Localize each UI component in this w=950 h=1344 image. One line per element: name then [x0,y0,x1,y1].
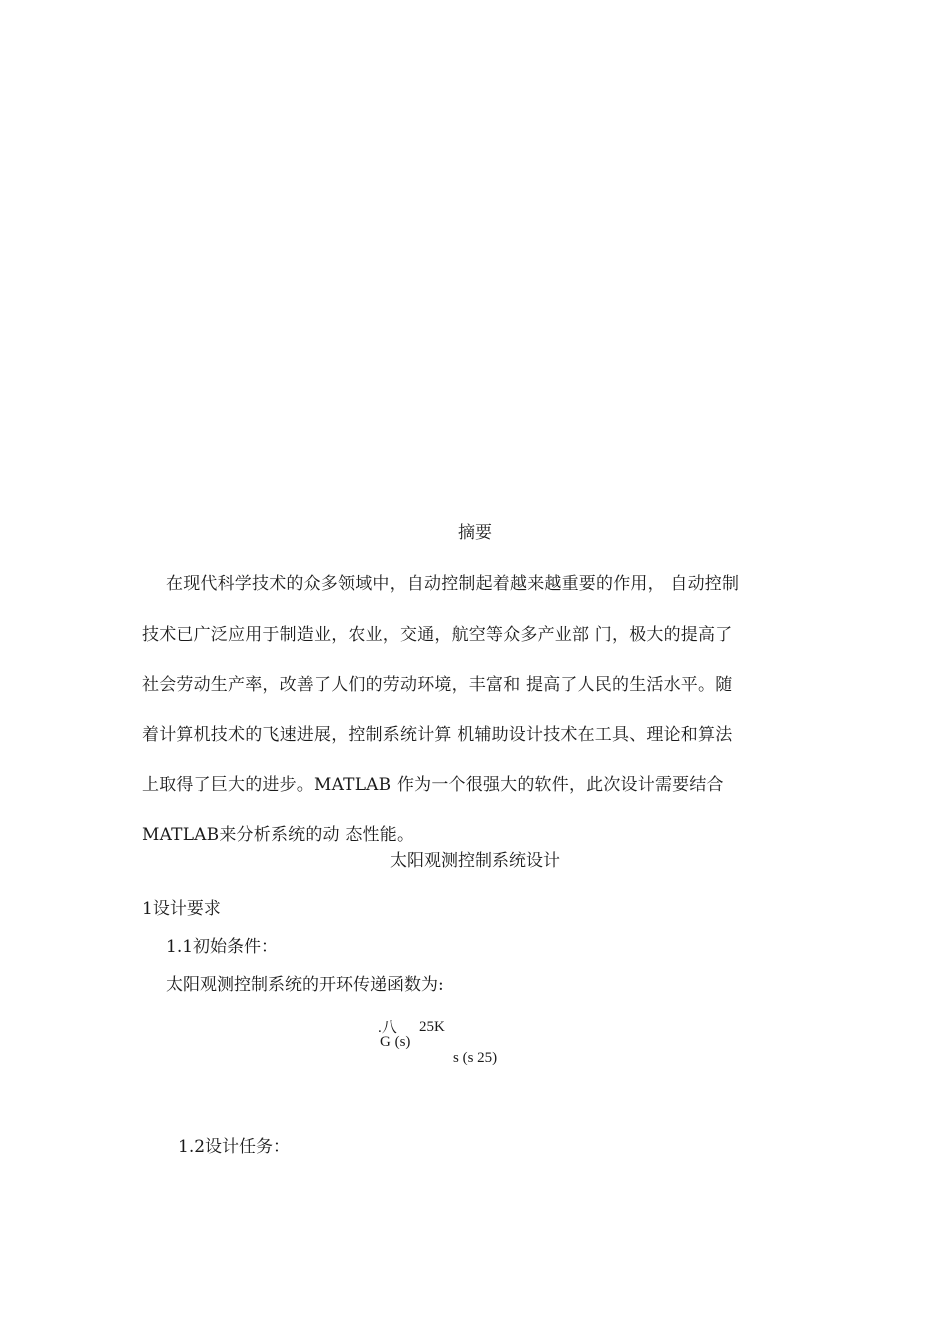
formula-denominator: s (s 25) [453,1050,498,1066]
abstract-line-6: MATLAB来分析系统的动 态性能。 [142,825,415,845]
formula-numerator: 25K [419,1019,445,1035]
document-title: 太阳观测控制系统设计 [390,851,560,871]
intro-text: 太阳观测控制系统的开环传递函数为: [166,975,444,995]
abstract-title: 摘要 [458,523,492,543]
abstract-line-5: 上取得了巨大的进步。MATLAB 作为一个很强大的软件，此次设计需要结合 [142,775,724,795]
formula-lhs: G (s) [380,1034,411,1050]
section-heading-1-1: 1.1初始条件： [166,937,279,957]
abstract-line-3: 社会劳动生产率，改善了人们的劳动环境，丰富和 提高了人民的生活水平。随 [142,675,733,695]
abstract-line-1: 在现代科学技术的众多领域中，自动控制起着越来越重要的作用， 自动控制 [166,574,740,594]
formula-numerator-prefix: .八 [378,1020,397,1036]
section-heading-1: 1设计要求 [142,899,221,919]
abstract-line-2: 技术已广泛应用于制造业，农业，交通，航空等众多产业部 门，极大的提高了 [142,625,733,645]
abstract-line-4: 着计算机技术的飞速进展，控制系统计算 机辅助设计技术在工具、理论和算法 [142,725,733,745]
section-heading-1-2: 1.2设计任务： [178,1137,291,1157]
